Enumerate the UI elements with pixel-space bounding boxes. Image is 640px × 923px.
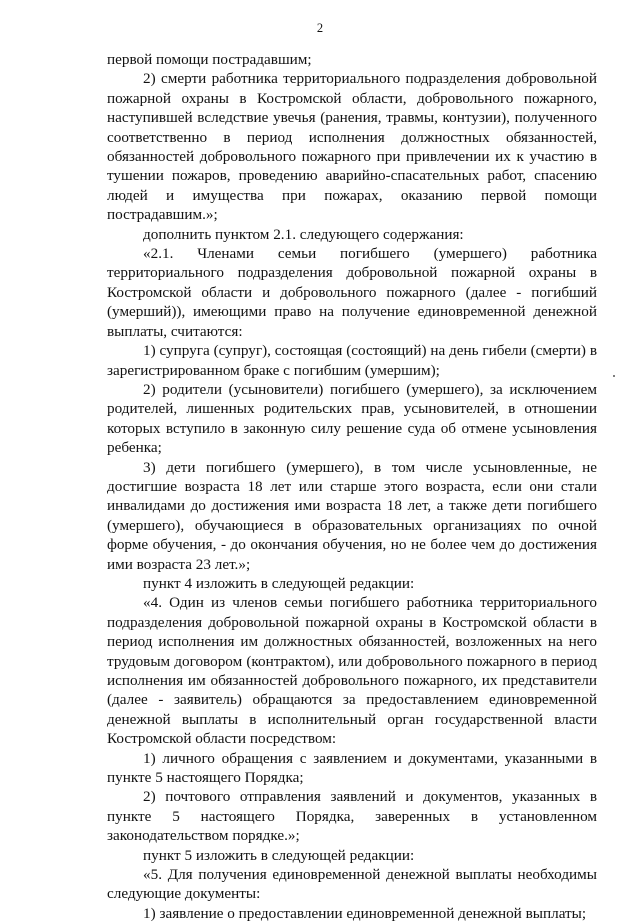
paragraph-postal-delivery: 2) почтового отправления заявлений и документов, указанных в пункте 5 настоящего Порядка, заверенных в установленном законодательством порядке.»; [107, 788, 597, 845]
paragraph-parents: 2) родители (усыновители) погибшего (умершего), за исключением родителей, лишенных родительских прав, усыновителей, в отношении которых вступило в законную силу решение суда об отмене усыновления ребенка; [107, 380, 597, 457]
document-body [107, 50, 597, 923]
paragraph-clause-4: «4. Один из членов семьи погибшего работника территориального подразделения добровольной пожарной охраны в Костромской области в период исполнения им должностных обязанностей, возложенных на него трудовым договором (контрактом), или добровольного пожарного в период исполнения им обязанностей добровольного пожарного, их представители (далее - заявитель) обращаются за предоставлением единовременной денежной выплаты в исполнительный орган государственной власти Костромской области посредством: [107, 594, 597, 748]
page-number: 2 [316, 21, 324, 35]
paragraph-clause-2-1: «2.1. Членами семьи погибшего (умершего) работника территориального подразделения добровольной пожарной охраны в Костромской области и добровольного пожарного (далее - погибший (умерший)), имеющими право на получение единовременной денежной выплаты, считаются: [107, 245, 597, 340]
paragraph-application: 1) заявление о предоставлении единовременной денежной выплаты; [143, 904, 587, 922]
paragraph-item-2-death: 2) смерти работника территориального подразделения добровольной пожарной охраны в Костромской области, добровольного пожарного, наступившей вследствие увечья (ранения, травмы, контузии), полученного соответственно в период исполнения должностных обязанностей, обязанностей добровольного пожарного при привлечении их к участию в тушении пожаров, проведению аварийно-спасательных работ, спасению людей и имущества при пожарах, оказанию первой помощи пострадавшим.»; [107, 70, 597, 224]
paragraph-amendment-point-5: пункт 5 изложить в следующей редакции: [143, 846, 415, 864]
paragraph-amendment-point-4: пункт 4 изложить в следующей редакции: [143, 574, 415, 592]
paragraph-personal-appeal: 1) личного обращения с заявлением и документами, указанными в пункте 5 настоящего Порядка; [107, 749, 597, 787]
paragraph-clause-5: «5. Для получения единовременной денежной выплаты необходимы следующие документы: [107, 866, 597, 903]
paragraph-spouse: 1) супруга (супруг), состоящая (состоящий) на день гибели (смерти) в зарегистрированном браке с погибшим (умершим); [107, 342, 597, 379]
margin-mark [613, 375, 615, 377]
paragraph-continuation: первой помощи пострадавшим; [107, 51, 312, 68]
paragraph-children: 3) дети погибшего (умершего), в том числе усыновленные, не достигшие возраста 18 лет или старше этого возраста, если они стали инвалидами до достижения ими возраста 18 лет, а также дети погибшего (умершего), обучающиеся в образовательных организациях по очной форме обучения, - до окончания обучения, но не более чем до достижения ими возраста 23 лет.»; [107, 458, 597, 573]
paragraph-amendment-add-2-1: дополнить пунктом 2.1. следующего содержания: [143, 225, 464, 243]
